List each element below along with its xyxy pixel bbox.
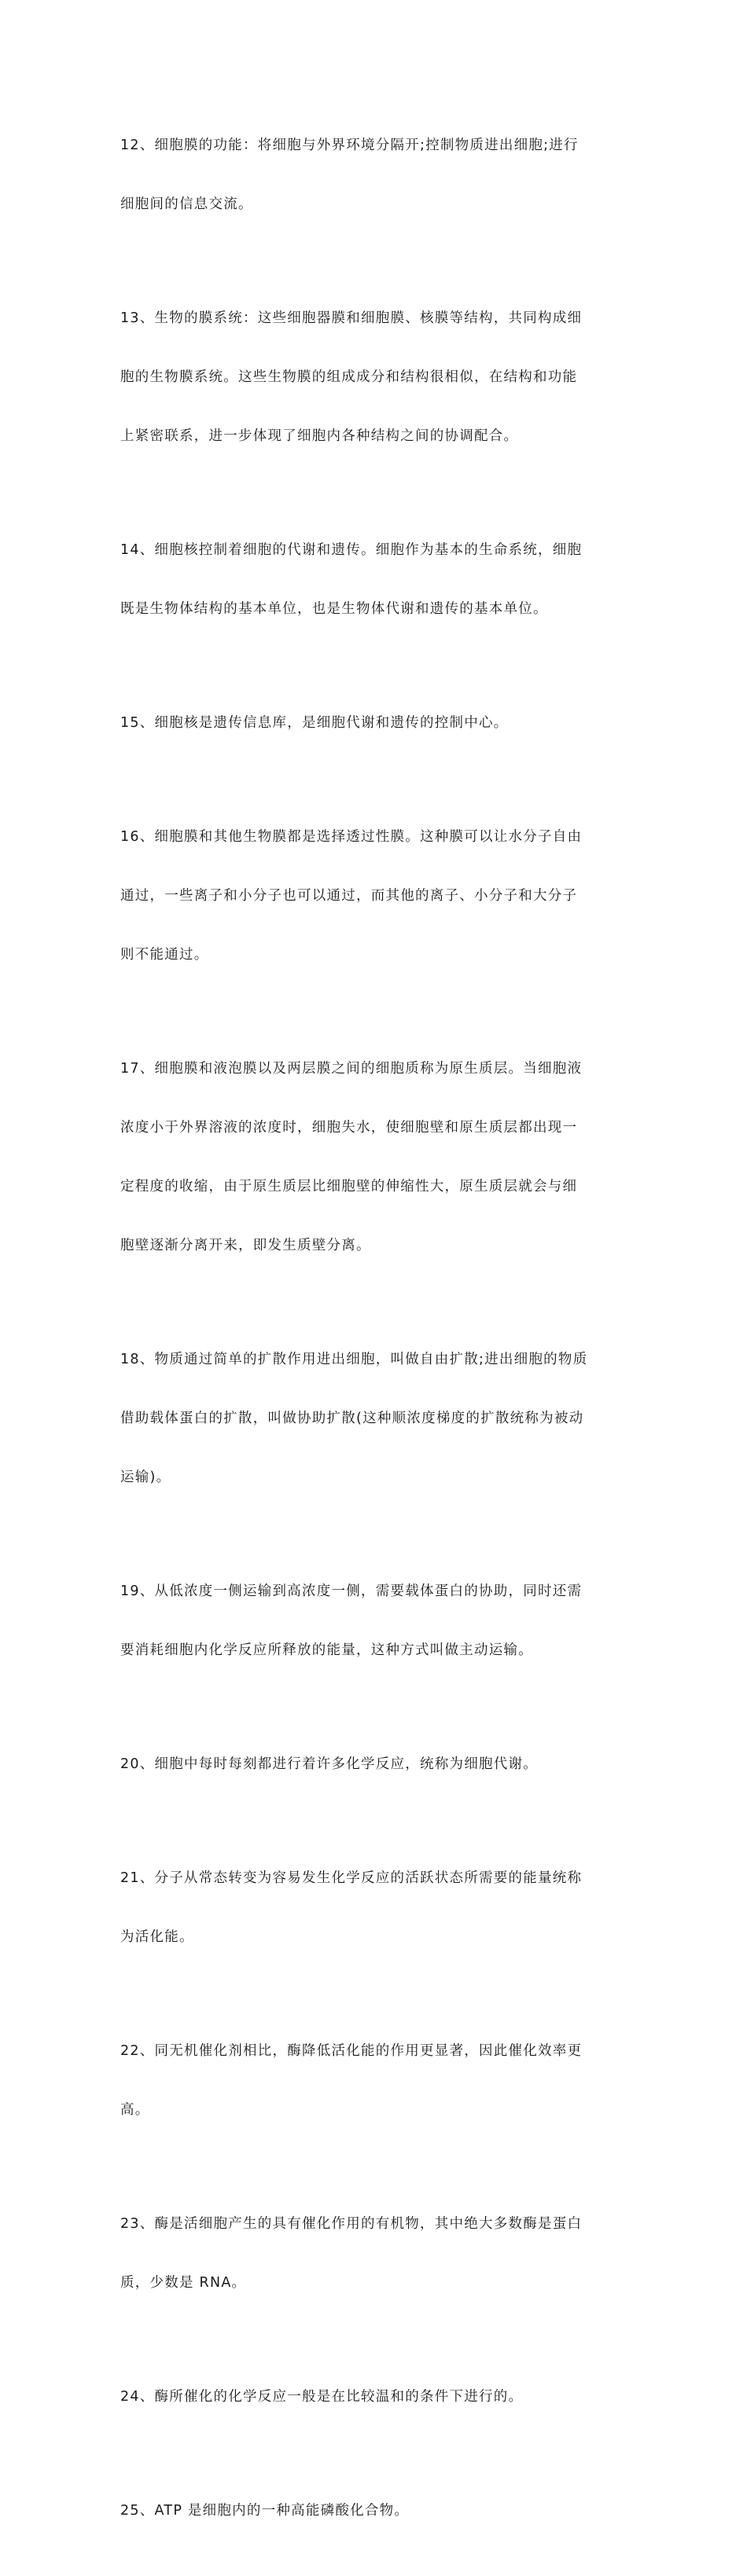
paragraph-line: 胞壁逐渐分离开来，即发生质壁分离。 <box>120 1238 371 1253</box>
paragraph-23 <box>120 2175 625 2332</box>
paragraph-line: 19、从低浓度一侧运输到高浓度一侧，需要载体蛋白的协助，同时还需 <box>120 1583 583 1599</box>
paragraph-line: 12、细胞膜的功能：将细胞与外界环境分隔开;控制物质进出细胞;进行 <box>120 138 579 153</box>
paragraph-line: 浓度小于外界溶液的浓度时，细胞失水，使细胞壁和原生质层都出现一 <box>120 1120 578 1136</box>
paragraph-13 <box>120 270 625 486</box>
paragraph-25 <box>120 2462 625 2560</box>
paragraph-line: 借助载体蛋白的扩散，叫做协助扩散(这种顺浓度梯度的扩散统称为被动 <box>120 1411 584 1426</box>
paragraph-line: 20、细胞中每时每刻都进行着许多化学反应，统称为细胞代谢。 <box>120 1756 539 1772</box>
paragraph-22 <box>120 2002 625 2160</box>
paragraph-line: 24、酶所催化的化学反应一般是在比较温和的条件下进行的。 <box>120 2389 524 2405</box>
paragraph-15 <box>120 674 625 772</box>
paragraph-line: 13、生物的膜系统：这些细胞器膜和细胞膜、核膜等结构，共同构成细 <box>120 310 583 326</box>
paragraph-line: 22、同无机催化剂相比，酶降低活化能的作用更显著，因此催化效率更 <box>120 2043 583 2059</box>
paragraph-16 <box>120 788 625 1004</box>
paragraph-line: 定程度的收缩，由于原生质层比细胞壁的伸缩性大，原生质层就会与细 <box>120 1179 578 1194</box>
paragraph-line: 18、物质通过简单的扩散作用进出细胞，叫做自由扩散;进出细胞的物质 <box>120 1352 588 1367</box>
paragraph-line: 通过，一些离子和小分子也可以通过，而其他的离子、小分子和大分子 <box>120 888 578 904</box>
paragraph-line: 16、细胞膜和其他生物膜都是选择透过性膜。这种膜可以让水分子自由 <box>120 829 583 845</box>
paragraph-line: 则不能通过。 <box>120 947 209 963</box>
paragraph-line: 既是生物体结构的基本单位，也是生物体代谢和遗传的基本单位。 <box>120 601 548 617</box>
document-body <box>120 97 625 2576</box>
paragraph-12 <box>120 97 625 254</box>
paragraph-21 <box>120 1829 625 1987</box>
paragraph-line: 为活化能。 <box>120 1929 194 1945</box>
paragraph-line: 21、分子从常态转变为容易发生化学反应的活跃状态所需要的能量统称 <box>120 1870 583 1886</box>
paragraph-line: 23、酶是活细胞产生的具有催化作用的有机物，其中绝大多数酶是蛋白 <box>120 2216 583 2232</box>
paragraph-line: 要消耗细胞内化学反应所释放的能量，这种方式叫做主动运输。 <box>120 1642 533 1658</box>
paragraph-line: 细胞间的信息交流。 <box>120 196 253 212</box>
paragraph-line: 14、细胞核控制着细胞的代谢和遗传。细胞作为基本的生命系统，细胞 <box>120 542 583 558</box>
paragraph-19 <box>120 1543 625 1700</box>
paragraph-line: 运输)。 <box>120 1470 171 1485</box>
paragraph-20 <box>120 1715 625 1814</box>
paragraph-24 <box>120 2348 625 2446</box>
paragraph-line: 高。 <box>120 2102 150 2118</box>
paragraph-line: 胞的生物膜系统。这些生物膜的组成成分和结构很相似，在结构和功能 <box>120 369 578 385</box>
paragraph-14 <box>120 501 625 659</box>
paragraph-line: 上紧密联系，进一步体现了细胞内各种结构之间的协调配合。 <box>120 428 519 444</box>
paragraph-18 <box>120 1311 625 1527</box>
paragraph-17 <box>120 1020 625 1295</box>
paragraph-line: 25、ATP 是细胞内的一种高能磷酸化合物。 <box>120 2503 410 2519</box>
paragraph-line: 15、细胞核是遗传信息库，是细胞代谢和遗传的控制中心。 <box>120 715 509 731</box>
paragraph-line: 质，少数是 RNA。 <box>120 2275 247 2291</box>
paragraph-line: 17、细胞膜和液泡膜以及两层膜之间的细胞质称为原生质层。当细胞液 <box>120 1061 583 1077</box>
